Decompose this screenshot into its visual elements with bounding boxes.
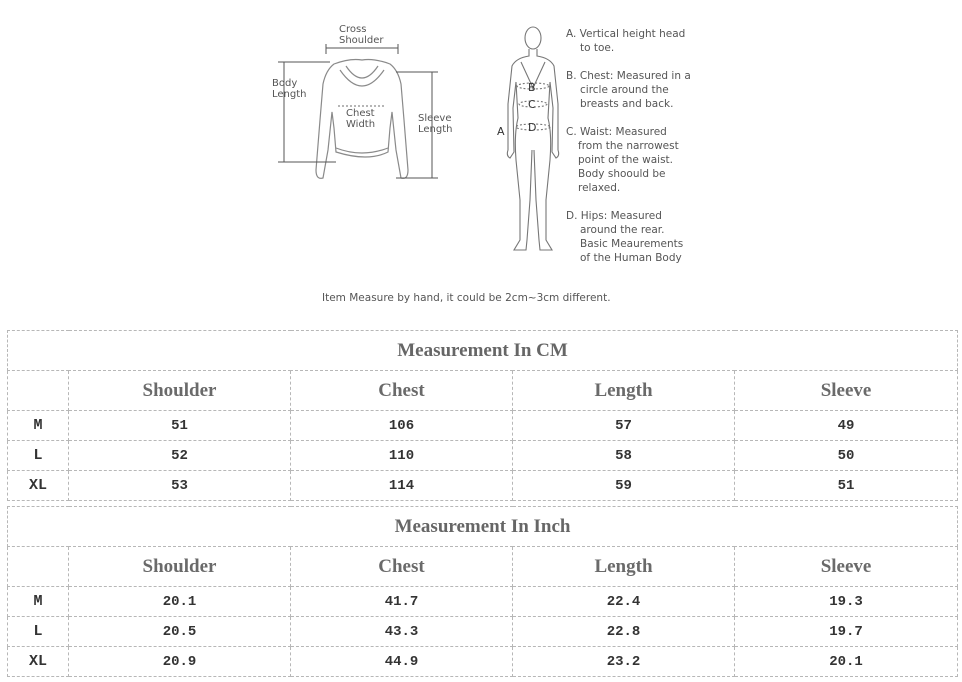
- length-value: 58: [513, 441, 735, 471]
- note-c-line-5: relaxed.: [578, 182, 621, 194]
- size-label: XL: [8, 471, 69, 501]
- sleeve-value: 50: [735, 441, 958, 471]
- cross-shoulder-label-1: Cross: [339, 24, 367, 35]
- sleeve-length-label-2: Length: [418, 124, 453, 135]
- chest-value: 43.3: [291, 617, 513, 647]
- note-d-line-1: D. Hips: Measured: [566, 210, 662, 222]
- note-d-line-4: of the Human Body: [580, 252, 682, 264]
- table-row: [8, 441, 958, 471]
- sleeve-value: 19.3: [735, 587, 958, 617]
- chest-value: 110: [291, 441, 513, 471]
- shoulder-value: 20.1: [69, 587, 291, 617]
- header-size-blank: [8, 371, 69, 411]
- length-value: 22.4: [513, 587, 735, 617]
- note-b-line-3: breasts and back.: [580, 98, 674, 110]
- shoulder-value: 52: [69, 441, 291, 471]
- chest-width-label-1: Chest: [346, 108, 375, 119]
- length-value: 59: [513, 471, 735, 501]
- measurement-notes: [566, 28, 691, 264]
- body-length-label-2: Length: [272, 89, 307, 100]
- sleeve-value: 20.1: [735, 647, 958, 677]
- table-row: [8, 411, 958, 441]
- size-guide-illustration: [0, 0, 962, 330]
- length-value: 57: [513, 411, 735, 441]
- note-a-line-1: A. Vertical height head: [566, 28, 686, 40]
- shoulder-value: 20.5: [69, 617, 291, 647]
- note-a-line-2: to toe.: [580, 42, 615, 54]
- length-value: 23.2: [513, 647, 735, 677]
- note-d-line-2: around the rear.: [580, 224, 665, 236]
- body-figure: [507, 27, 558, 250]
- chest-value: 106: [291, 411, 513, 441]
- header-chest: Chest: [291, 547, 513, 587]
- cross-shoulder-label-2: Shoulder: [339, 35, 384, 46]
- letter-c: C: [528, 98, 536, 111]
- note-c-line-2: from the narrowest: [578, 140, 679, 152]
- measurement-table-cm: [7, 330, 958, 501]
- shoulder-value: 20.9: [69, 647, 291, 677]
- table-title-inch: Measurement In Inch: [8, 507, 958, 547]
- table-row: [8, 647, 958, 677]
- note-b-line-2: circle around the: [580, 84, 669, 96]
- sweater-labels: [272, 24, 453, 135]
- header-size-blank: [8, 547, 69, 587]
- size-label: L: [8, 617, 69, 647]
- chest-width-label-2: Width: [346, 119, 376, 130]
- table-row: [8, 471, 958, 501]
- letter-b: B: [528, 81, 536, 94]
- note-c-line-3: point of the waist.: [578, 154, 674, 166]
- size-label: M: [8, 411, 69, 441]
- chest-value: 44.9: [291, 647, 513, 677]
- size-label: M: [8, 587, 69, 617]
- header-shoulder: Shoulder: [69, 547, 291, 587]
- sleeve-value: 19.7: [735, 617, 958, 647]
- letter-d: D: [528, 121, 537, 134]
- disclaimer-text: Item Measure by hand, it could be 2cm~3cm different.: [322, 292, 611, 304]
- table-row: [8, 587, 958, 617]
- header-length: Length: [513, 371, 735, 411]
- note-c-line-1: C. Waist: Measured: [566, 126, 667, 138]
- chest-value: 114: [291, 471, 513, 501]
- sleeve-length-label-1: Sleeve: [418, 113, 452, 124]
- shoulder-value: 51: [69, 411, 291, 441]
- body-length-label-1: Body: [272, 78, 298, 89]
- chest-value: 41.7: [291, 587, 513, 617]
- table-title-cm: Measurement In CM: [8, 331, 958, 371]
- sleeve-value: 49: [735, 411, 958, 441]
- letter-a: A: [497, 125, 505, 138]
- size-label: XL: [8, 647, 69, 677]
- size-label: L: [8, 441, 69, 471]
- note-b-line-1: B. Chest: Measured in a: [566, 70, 691, 82]
- table-row: [8, 617, 958, 647]
- header-length: Length: [513, 547, 735, 587]
- header-sleeve: Sleeve: [735, 371, 958, 411]
- note-d-line-3: Basic Meaurements: [580, 238, 684, 250]
- header-chest: Chest: [291, 371, 513, 411]
- header-sleeve: Sleeve: [735, 547, 958, 587]
- shoulder-value: 53: [69, 471, 291, 501]
- note-c-line-4: Body shoould be: [578, 168, 666, 180]
- header-shoulder: Shoulder: [69, 371, 291, 411]
- sleeve-value: 51: [735, 471, 958, 501]
- length-value: 22.8: [513, 617, 735, 647]
- measurement-table-inch: [7, 506, 958, 677]
